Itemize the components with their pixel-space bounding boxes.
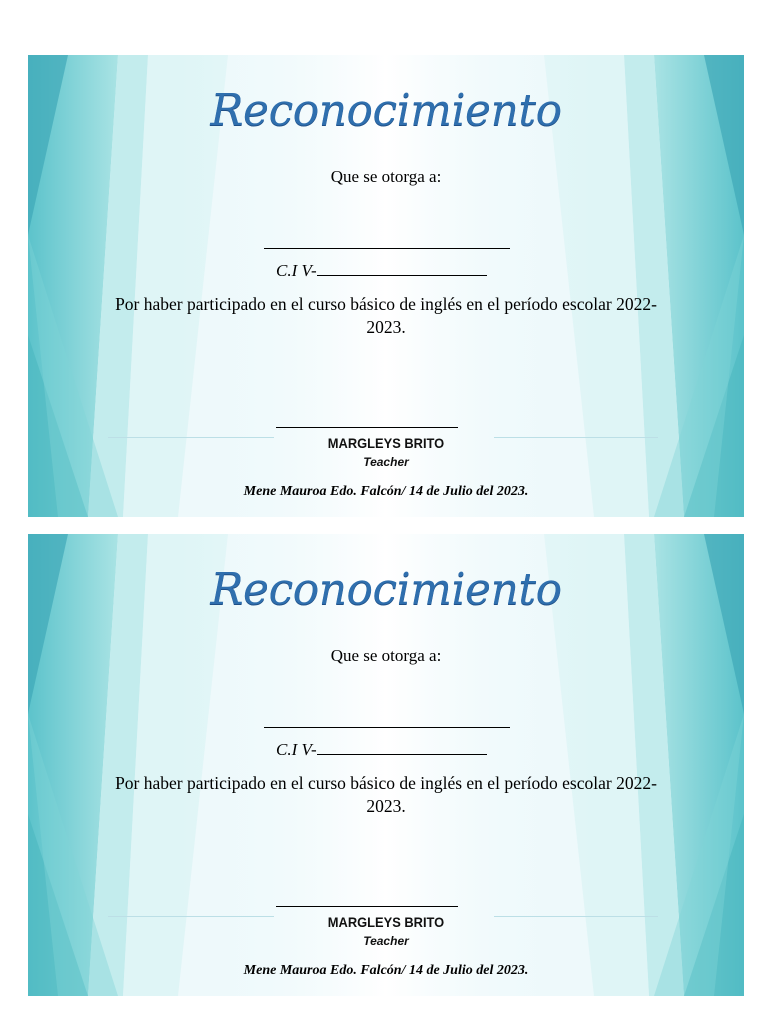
place-date: Mene Mauroa Edo. Falcón/ 14 de Julio del 2023.: [243, 484, 529, 499]
place-date: Mene Mauroa Edo. Falcón/ 14 de Julio del 2023.: [243, 963, 529, 978]
civ-label: C.I V-: [276, 740, 317, 759]
recipient-name-line: [264, 727, 510, 728]
signer-role: Teacher: [363, 934, 409, 948]
certificate-body-text: Por haber participado en el curso básico de inglés en el período escolar 2022-2023.: [115, 294, 657, 337]
certificate-2: [28, 534, 744, 996]
signer-name: MARGLEYS BRITO: [327, 914, 445, 930]
certificate-subtitle: Que se otorga a:: [330, 646, 442, 665]
signature-line: [276, 906, 458, 907]
certificate-1: [28, 55, 744, 517]
certificate-body-text: Por haber participado en el curso básico de inglés en el período escolar 2022-2023.: [115, 773, 657, 816]
signer-name: MARGLEYS BRITO: [327, 435, 445, 451]
signer-role: Teacher: [363, 455, 409, 469]
certificate-title: Reconocimiento: [210, 564, 562, 615]
civ-blank-line: [317, 740, 487, 755]
certificate-title: Reconocimiento: [210, 85, 562, 136]
civ-label: C.I V-: [276, 261, 317, 280]
signature-line: [276, 427, 458, 428]
civ-field: [276, 740, 487, 760]
recipient-name-line: [264, 248, 510, 249]
civ-blank-line: [317, 261, 487, 276]
certificate-subtitle: Que se otorga a:: [330, 167, 442, 186]
civ-field: [276, 261, 487, 281]
